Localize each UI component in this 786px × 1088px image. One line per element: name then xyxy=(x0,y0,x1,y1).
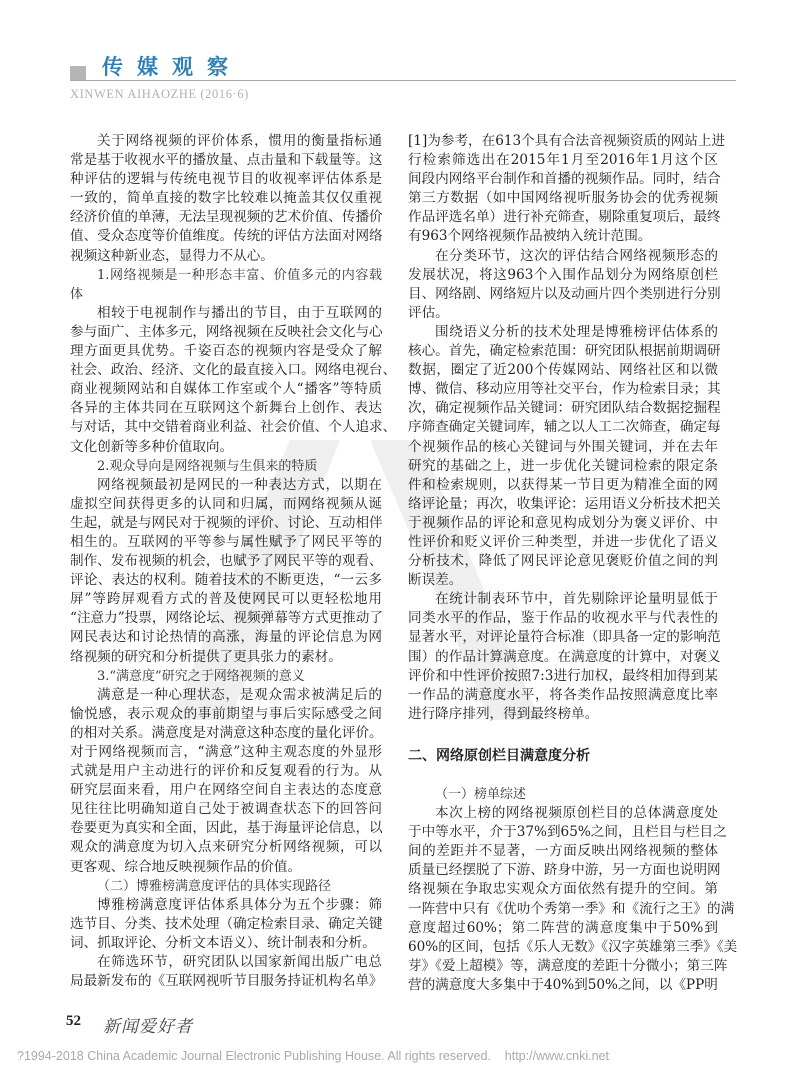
text-line: 于中等水平，介于37%到65%之间，且栏目与栏目之 xyxy=(408,824,727,841)
text-line: 词、抓取评论、分析文本语义）、统计制表和分析。 xyxy=(70,934,376,951)
journal-logo: 新闻爱好者 xyxy=(103,1017,193,1037)
subheading xyxy=(408,785,718,804)
paragraph xyxy=(70,896,382,953)
header-square-mark xyxy=(70,66,86,80)
text-line: 络视频的研究和分析提供了更具张力的素材。 xyxy=(70,648,342,665)
text-line: 间段内网络平台制作和首播的视频作品。同时，结合 xyxy=(408,171,721,188)
text-line: 文化创新等多种价值取向。 xyxy=(70,438,234,455)
text-line: 目、网络剧、网络短片以及动画片四个类别进行分别 xyxy=(408,285,721,302)
text-line: 第三方数据（如中国网络视听服务协会的优秀视频 xyxy=(408,190,718,207)
text-line: 一作品的满意度水平，将各类作品按照满意度比率 xyxy=(408,686,718,703)
paragraph xyxy=(408,247,721,323)
text-line: 值、受众态度等价值维度。传统的评估方法面对网络 xyxy=(70,228,383,245)
paragraph xyxy=(408,804,738,995)
text-line: 关于网络视频的评价体系，惯用的衡量指标通 xyxy=(97,133,382,149)
page-number: 52 xyxy=(66,1013,81,1029)
text-line: 社会、政治、经济、文化的最直接入口。网络电视台、 xyxy=(70,362,397,379)
text-line: 3.“满意度”研究之于网络视频的意义 xyxy=(97,668,305,684)
text-line: 络视频在争取忠实观众方面依然有提升的空间。第 xyxy=(408,881,718,898)
text-line: 选节目、分类、技术处理（确定检索目录、确定关键 xyxy=(70,915,383,932)
text-line: 研究的基础之上，进一步优化关键词检索的限定条 xyxy=(408,457,718,474)
text-line: 卷要更为真实和全面，因此，基于海量评论信息，以 xyxy=(70,820,383,837)
text-line: 常是基于收视水平的播放量、点击量和下载量等。这 xyxy=(70,152,383,169)
copyright-notice: ?1994-2018 China Academic Journal Electronic Publishing House. All rights reserved. http://www.cnki.net xyxy=(17,1049,609,1063)
text-line: 屏”等跨屏观看方式的普及使网民可以更轻松地用 xyxy=(70,591,382,608)
text-line: 进行降序排列，得到最终榜单。 xyxy=(408,705,599,722)
section-title: 传媒观察 xyxy=(102,55,242,79)
text-line: 序筛查确定关键词库，辅之以人工二次筛查，确定每 xyxy=(408,419,721,436)
text-line: 营的满意度大多集中于40%到50%之间，以《PP明 xyxy=(408,976,718,993)
text-line: 见往往比明确知道自己处于被调查状态下的回答问 xyxy=(70,801,382,818)
text-line: 一致的，简单直接的数字比较难以掩盖其仅仅重视 xyxy=(70,190,382,207)
text-line: 制作、发布视频的机会，也赋予了网民平等的观看、 xyxy=(70,553,383,570)
text-line: 于视频作品的评论和意见构成划分为褒义评价、中 xyxy=(408,514,718,531)
paragraph xyxy=(70,476,382,667)
text-line: 更客观、综合地反映视频作品的价值。 xyxy=(70,858,302,875)
text-line: （二）博雅榜满意度评估的具体实现路径 xyxy=(97,878,332,894)
text-line: 意度超过60%；第二阵营的满意度集中于50%到 xyxy=(408,919,718,936)
text-line: 行检索筛选出在2015年1月至2016年1月这个区 xyxy=(408,152,718,169)
text-line: 一阵营中只有《优叻个秀第一季》和《流行之王》的满 xyxy=(408,900,735,917)
text-line: 数据，圈定了近200个传媒网站、网络社区和以微 xyxy=(408,362,718,379)
text-line: 对于网络视频而言，“满意”这种主观态度的外显形 xyxy=(70,744,382,760)
paragraph xyxy=(70,686,382,877)
paragraph xyxy=(70,304,397,457)
text-line: 二、网络原创栏目满意度分析 xyxy=(408,747,590,764)
text-line: 本次上榜的网络视频原创栏目的总体满意度处 xyxy=(435,805,718,822)
text-line: 局最新发布的《互联网视听节目服务持证机构名单》 xyxy=(70,973,383,990)
text-line: 显著水平，对评论量符合标准（即具备一定的影响范 xyxy=(408,629,721,646)
subheading xyxy=(70,457,382,476)
text-line: 网民表达和讨论热情的高涨，海量的评论信息为网 xyxy=(70,629,382,646)
subheading xyxy=(70,266,382,304)
text-line: 评论、表达的权利。随着技术的不断更迭，“一云多 xyxy=(70,572,382,589)
text-line: 相生的。互联网的平等参与属性赋予了网民平等的 xyxy=(70,533,382,550)
text-line: 围）的作品计算满意度。在满意度的计算中，对褒义 xyxy=(408,648,721,665)
text-line: 质量已经摆脱了下游、跻身中游，另一方面也说明网 xyxy=(408,862,721,879)
paragraph xyxy=(408,323,721,590)
text-line: 核心。首先，确定检索范围：研究团队根据前期调研 xyxy=(408,343,721,360)
text-line: 在分类环节，这次的评估结合网络视频形态的 xyxy=(435,247,718,264)
text-line: 商业视频网站和自媒体工作室或个人“播客”等特质 xyxy=(70,381,382,398)
text-line: 1.网络视频是一种形态丰富、价值多元的内容载 xyxy=(97,267,382,283)
text-line: “注意力”投票，网络论坛、视频弹幕等方式更推动了 xyxy=(70,610,383,627)
text-line: 发展状况，将这963个入围作品划分为网络原创栏 xyxy=(408,266,718,283)
text-line: 同类水平的作品，鉴于作品的收视水平与代表性的 xyxy=(408,610,718,627)
text-line: 的相对关系。满意度是对满意这种态度的量化评价。 xyxy=(70,724,383,741)
paragraph xyxy=(70,953,382,991)
text-line: 满意是一种心理状态，是观众需求被满足后的 xyxy=(97,686,382,703)
text-line: 件和检索规则，以获得某一节目更为精准全面的网 xyxy=(408,476,718,493)
text-line: 在统计制表环节中，首先剔除评论量明显低于 xyxy=(435,591,718,608)
text-line: 在筛选环节，研究团队以国家新闻出版广电总 xyxy=(97,954,382,971)
text-line: 分析技术，降低了网民评论意见褒贬价值之间的判 xyxy=(408,553,718,570)
text-line: 博、微信、移动应用等社交平台，作为检索目录；其 xyxy=(408,381,721,398)
text-line: 评估。 xyxy=(408,304,449,321)
text-line: 围绕语义分析的技术处理是博雅榜评估体系的 xyxy=(435,323,718,340)
text-line: 理方面更具优势。千姿百态的视频内容是受众了解 xyxy=(70,343,382,360)
text-line: 与对话，其中交错着商业利益、社会价值、个人追求、 xyxy=(70,419,397,436)
text-line: 虚拟空间获得更多的认同和归属，而网络视频从诞 xyxy=(70,495,382,512)
left-column xyxy=(70,132,397,991)
right-column xyxy=(408,132,738,995)
text-line: [1]为参考，在613个具有合法音视频资质的网站上进 xyxy=(408,133,726,149)
text-line: （一）榜单综述 xyxy=(435,787,527,802)
text-line: 60%的区间，包括《乐人无数》《汉字英雄第三季》《美 xyxy=(408,938,738,955)
text-line: 络评论量；再次，收集评论：运用语义分析技术把关 xyxy=(408,495,721,512)
text-line: 性评价和贬义评价三种类型，并进一步优化了语义 xyxy=(408,533,718,550)
text-line: 断误差。 xyxy=(408,572,463,589)
text-line: 式就是用户主动进行的评价和反复观看的行为。从 xyxy=(70,763,382,780)
paragraph xyxy=(408,590,721,724)
text-line: 观众的满意度为切入点来研究分析网络视频，可以 xyxy=(70,839,382,856)
text-line: 2.观众导向是网络视频与生俱来的特质 xyxy=(97,458,318,474)
paragraph xyxy=(408,132,726,247)
text-line: 间的差距并不显著，一方面反映出网络视频的整体 xyxy=(408,843,718,860)
text-line: 作品评选名单）进行补充筛查，剔除重复项后，最终 xyxy=(408,209,721,226)
text-line: 芽》《爱上超模》等，满意度的差距十分微小；第三阵 xyxy=(408,957,728,974)
text-line: 种评估的逻辑与传统电视节目的收视率评估体系是 xyxy=(70,171,382,188)
header-divider xyxy=(70,80,736,81)
text-line: 愉悦感，表示观众的事前期望与事后实际感受之间 xyxy=(70,705,382,722)
text-line: 视频这种新业态，显得力不从心。 xyxy=(70,247,274,264)
paragraph xyxy=(70,132,382,266)
text-line: 体 xyxy=(70,286,84,302)
text-line: 经济价值的单薄，无法呈现视频的艺术价值、传播价 xyxy=(70,209,383,226)
subheading xyxy=(70,667,382,686)
text-line: 生起，就是与网民对于视频的评价、讨论、互动相伴 xyxy=(70,514,383,531)
text-line: 网络视频最初是网民的一种表达方式，以期在 xyxy=(97,476,382,493)
section-heading xyxy=(408,747,718,766)
text-line: 研究层面来看，用户在网络空间自主表达的态度意 xyxy=(70,782,382,799)
text-line: 次，确定视频作品关键词：研究团队结合数据挖掘程 xyxy=(408,400,721,417)
text-line: 个视频作品的核心关键词与外围关键词，并在去年 xyxy=(408,438,718,455)
journal-issue: XINWEN AIHAOZHE (2016·6) xyxy=(70,87,249,101)
text-line: 有963个网络视频作品被纳入统计范围。 xyxy=(408,228,652,245)
text-line: 参与面广、主体多元，网络视频在反映社会文化与心 xyxy=(70,323,383,340)
subheading xyxy=(70,877,382,896)
text-line: 博雅榜满意度评估体系具体分为五个步骤：筛 xyxy=(97,896,382,913)
text-line: 评价和中性评价按照7:3进行加权，最终相加得到某 xyxy=(408,667,718,684)
text-line: 相较于电视制作与播出的节目，由于互联网的 xyxy=(97,304,382,321)
text-line: 各异的主体共同在互联网这个新舞台上创作、表达 xyxy=(70,400,382,417)
